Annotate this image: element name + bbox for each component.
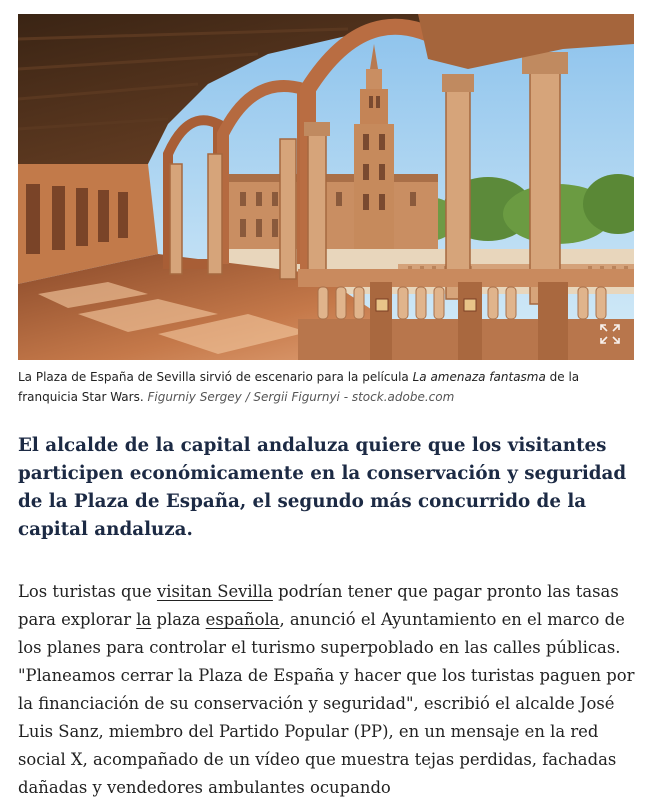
image-caption bbox=[18, 367, 638, 407]
hero-photo[interactable] bbox=[18, 14, 634, 360]
expand-image-button[interactable] bbox=[596, 320, 624, 348]
link-espanola[interactable]: española bbox=[205, 610, 280, 629]
expand-icon bbox=[596, 320, 624, 348]
paragraph-text: Los turistas que bbox=[18, 582, 157, 601]
paragraph-text: plaza bbox=[151, 610, 206, 629]
paragraph-text: podrían tener que pagar pronto las tasas para explorar bbox=[18, 582, 619, 629]
caption-text-after: de la franquicia Star Wars. bbox=[18, 370, 580, 404]
caption-text: La Plaza de España de Sevilla sirvió de escenario para la película bbox=[18, 370, 413, 384]
caption-film-title: La amenaza fantasma bbox=[412, 370, 546, 384]
article-lead: El alcalde de la capital andaluza quiere que los visitantes participen económicamente en la conservación y seguridad de la Plaza de España, el segundo más concurrido de la capital andaluza. bbox=[18, 435, 627, 540]
paragraph-text: , anunció el Ayuntamiento en el marco de los planes para controlar el turismo superpoblado en las calles públicas. "Planeamos cerrar la Plaza de España y hacer que los turistas paguen por la financiación de su conservación y seguridad", escribió el alcalde José Luis Sanz, miembro del Partido Popular (PP), en un mensaje en la red social X, acompañado de un vídeo que muestra tejas perdidas, fachadas dañadas y vendedores ambulantes ocupando bbox=[18, 610, 635, 797]
link-la[interactable]: la bbox=[136, 610, 152, 629]
link-visitan-sevilla[interactable]: visitan Sevilla bbox=[156, 582, 273, 601]
plaza-espana-photo bbox=[18, 14, 634, 360]
photo-credit: Figurniy Sergey / Sergii Figurnyi - stock.adobe.com bbox=[147, 390, 455, 404]
article-paragraph bbox=[18, 578, 642, 802]
